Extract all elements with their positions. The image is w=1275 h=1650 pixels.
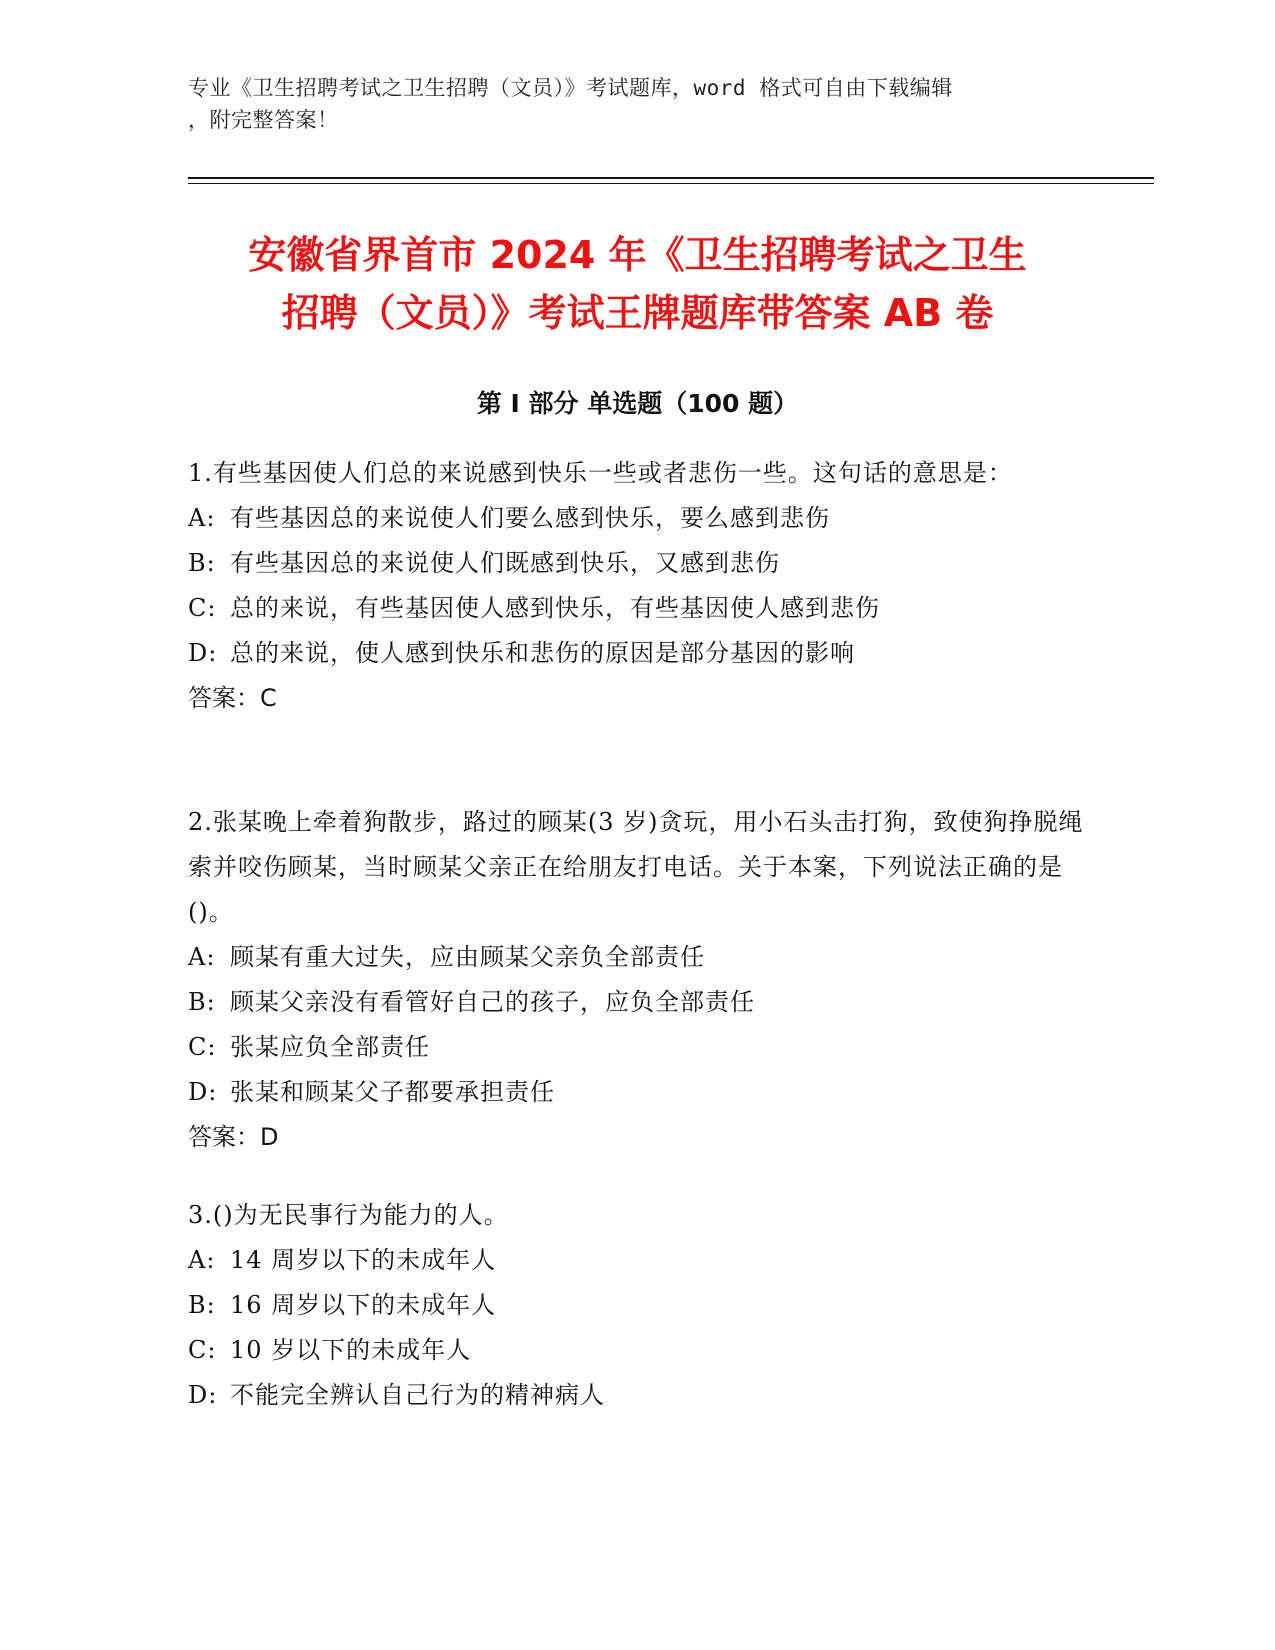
option-text: 有些基因总的来说使人们既感到快乐，又感到悲伤 — [230, 549, 780, 577]
option-b — [188, 541, 1088, 586]
question-3 — [188, 1193, 1088, 1418]
question-stem: 1.有些基因使人们总的来说感到快乐一些或者悲伤一些。这句话的意思是： — [188, 459, 1013, 487]
option-letter: C: — [188, 1033, 217, 1061]
option-d — [188, 1070, 1088, 1115]
option-text: 14 周岁以下的未成年人 — [230, 1246, 497, 1274]
option-a — [188, 496, 1088, 541]
option-c — [188, 1025, 1088, 1070]
option-d — [188, 631, 1088, 676]
header-note-line-1: 专业《卫生招聘考试之卫生招聘（文员）》考试题库，word 格式可自由下载编辑 — [188, 76, 953, 100]
option-b — [188, 1283, 1088, 1328]
option-letter: D: — [188, 1078, 218, 1106]
option-letter: B: — [188, 1291, 216, 1319]
option-letter: A: — [188, 943, 216, 971]
header-rule-thick — [188, 177, 1154, 179]
option-text: 顾某父亲没有看管好自己的孩子，应负全部责任 — [230, 988, 755, 1016]
option-c — [188, 586, 1088, 631]
option-text: 张某和顾某父子都要承担责任 — [230, 1078, 555, 1106]
option-text: 不能完全辨认自己行为的精神病人 — [230, 1381, 605, 1409]
question-2 — [188, 800, 1088, 1160]
option-letter: C: — [188, 594, 217, 622]
header-note-line-2: ，附完整答案！ — [188, 108, 339, 132]
answer: 答案：C — [188, 684, 277, 712]
option-letter: B: — [188, 988, 216, 1016]
option-text: 16 周岁以下的未成年人 — [230, 1291, 497, 1319]
option-a — [188, 935, 1088, 980]
option-text: 总的来说，有些基因使人感到快乐，有些基因使人感到悲伤 — [230, 594, 880, 622]
option-text: 有些基因总的来说使人们要么感到快乐，要么感到悲伤 — [230, 504, 830, 532]
header-rule-thin — [188, 183, 1154, 184]
option-text: 张某应负全部责任 — [230, 1033, 430, 1061]
option-text: 总的来说，使人感到快乐和悲伤的原因是部分基因的影响 — [230, 639, 855, 667]
option-letter: A: — [188, 1246, 216, 1274]
option-a — [188, 1238, 1088, 1283]
section-title: 第 I 部分 单选题（100 题） — [476, 389, 799, 418]
option-letter: D: — [188, 1381, 218, 1409]
option-b — [188, 980, 1088, 1025]
document-title-line-1: 安徽省界首市 2024 年《卫生招聘考试之卫生 — [248, 233, 1027, 277]
question-1 — [188, 451, 1088, 721]
document-title — [150, 226, 1125, 342]
option-text: 10 岁以下的未成年人 — [230, 1336, 472, 1364]
question-stem: 3.()为无民事行为能力的人。 — [188, 1201, 509, 1229]
option-d — [188, 1373, 1088, 1418]
option-letter: C: — [188, 1336, 217, 1364]
option-c — [188, 1328, 1088, 1373]
question-stem: 2.张某晚上牵着狗散步，路过的顾某(3 岁)贪玩，用小石头击打狗，致使狗挣脱绳索并咬伤顾某，当时顾某父亲正在给朋友打电话。关于本案，下列说法正确的是()。 — [188, 808, 1084, 926]
option-text: 顾某有重大过失，应由顾某父亲负全部责任 — [230, 943, 705, 971]
document-title-line-2: 招聘（文员）》考试王牌题库带答案 AB 卷 — [281, 291, 994, 335]
header-note — [188, 72, 1088, 136]
option-letter: B: — [188, 549, 216, 577]
option-letter: A: — [188, 504, 216, 532]
answer: 答案：D — [188, 1123, 279, 1151]
option-letter: D: — [188, 639, 218, 667]
